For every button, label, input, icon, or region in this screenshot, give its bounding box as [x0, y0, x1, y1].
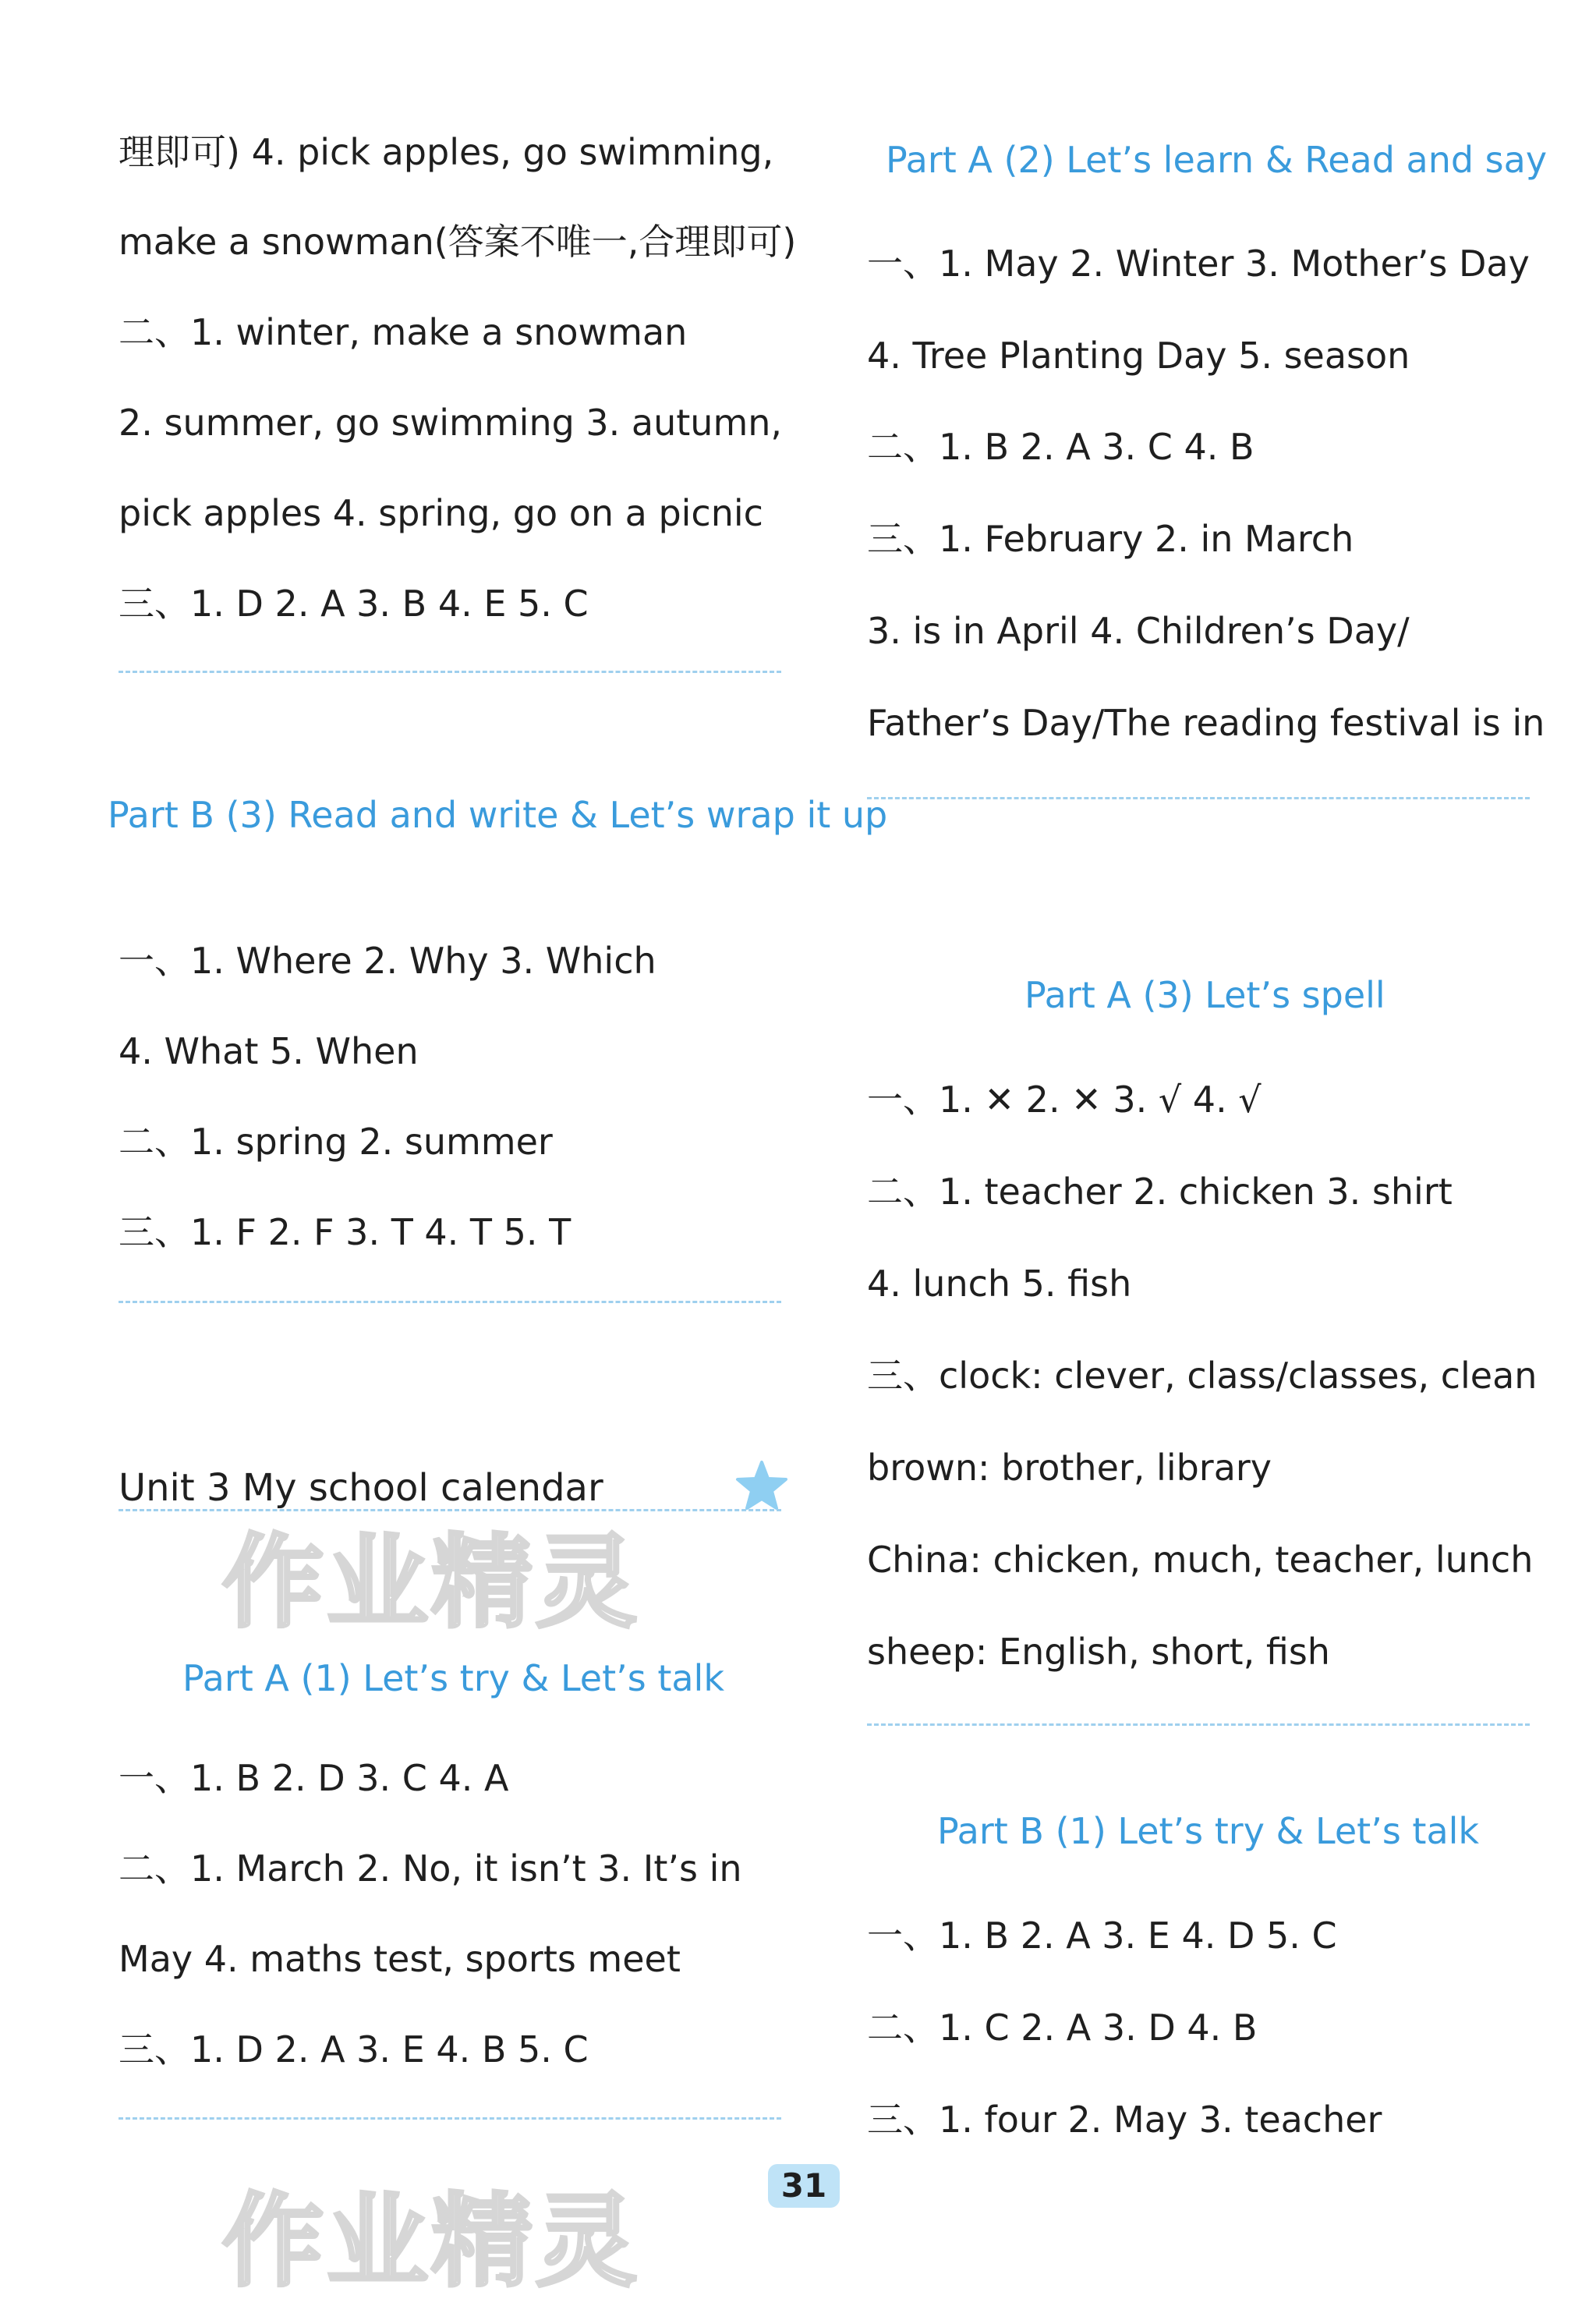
answer-line: 一、1. B 2. D 3. C 4. A — [119, 1757, 509, 1799]
answer-line: 二、1. March 2. No, it isn’t 3. It’s in — [119, 1847, 742, 1890]
answer-line: 三、1. D 2. A 3. B 4. E 5. C — [119, 583, 589, 625]
star-icon — [734, 1460, 789, 1511]
answer-line: sheep: English, short, fish — [867, 1631, 1330, 1673]
section-title-part-b3: Part B (3) Read and write & Let’s wrap it up — [108, 794, 888, 836]
watermark: 作业精灵 — [222, 2182, 641, 2301]
answer-line: 4. What 5. When — [119, 1030, 419, 1072]
answer-line: 三、1. four 2. May 3. teacher — [867, 2099, 1382, 2141]
answer-line: brown: brother, library — [867, 1447, 1272, 1489]
answer-line: 二、1. winter, make a snowman — [119, 311, 688, 353]
answer-line: 2. summer, go swimming 3. autumn, — [119, 402, 783, 444]
answer-line: 三、1. F 2. F 3. T 4. T 5. T — [119, 1211, 572, 1253]
section-title-part-a3: Part A (3) Let’s spell — [1024, 974, 1385, 1016]
answer-line: 三、1. D 2. A 3. E 4. B 5. C — [119, 2028, 589, 2070]
answer-line: 三、1. February 2. in March — [867, 518, 1354, 560]
section-title-part-b1: Part B (1) Let’s try & Let’s talk — [937, 1810, 1480, 1852]
answer-line: Father’s Day/The reading festival is in — [867, 702, 1545, 744]
section-title-part-a1: Part A (1) Let’s try & Let’s talk — [182, 1657, 724, 1699]
unit-title: Unit 3 My school calendar — [119, 1466, 603, 1510]
answer-line: 三、clock: clever, class/classes, clean — [867, 1355, 1538, 1397]
answer-line: 3. is in April 4. Children’s Day/ — [867, 610, 1410, 652]
page-number: 31 — [768, 2164, 840, 2208]
answer-line: 二、1. B 2. A 3. C 4. B — [867, 426, 1255, 468]
watermark: 作业精灵 — [222, 1523, 641, 1642]
answer-line: China: chicken, much, teacher, lunch — [867, 1539, 1534, 1581]
answer-line: 一、1. Where 2. Why 3. Which — [119, 940, 656, 982]
answer-line: 4. Tree Planting Day 5. season — [867, 335, 1410, 377]
answer-line: May 4. maths test, sports meet — [119, 1938, 681, 1980]
answer-line: 二、1. teacher 2. chicken 3. shirt — [867, 1171, 1453, 1213]
answer-line: 一、1. May 2. Winter 3. Mother’s Day — [867, 243, 1530, 285]
section-divider — [867, 797, 1530, 799]
section-divider — [119, 671, 781, 673]
answer-line: 一、1. ✕ 2. ✕ 3. √ 4. √ — [867, 1079, 1262, 1121]
section-divider — [119, 1301, 781, 1303]
section-title-part-a2: Part A (2) Let’s learn & Read and say — [886, 139, 1548, 181]
section-divider — [119, 2117, 781, 2120]
answer-line: pick apples 4. spring, go on a picnic — [119, 492, 763, 534]
answer-line: 一、1. B 2. A 3. E 4. D 5. C — [867, 1915, 1337, 1957]
answer-line: 二、1. C 2. A 3. D 4. B — [867, 2007, 1258, 2049]
answer-line: 4. lunch 5. fish — [867, 1263, 1132, 1305]
section-divider — [867, 1723, 1530, 1726]
answer-line: 理即可) 4. pick apples, go swimming, — [119, 131, 774, 173]
answer-line: make a snowman(答案不唯一,合理即可) — [119, 221, 797, 263]
answer-line: 二、1. spring 2. summer — [119, 1121, 553, 1163]
